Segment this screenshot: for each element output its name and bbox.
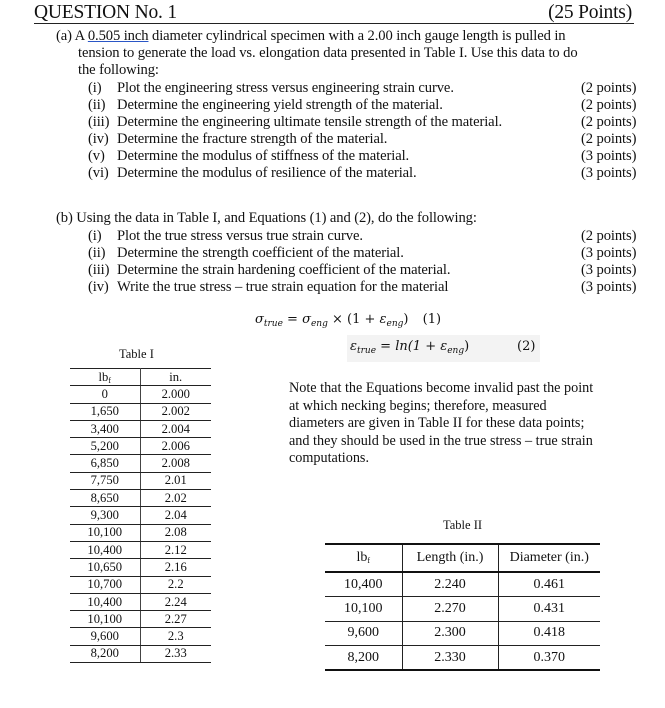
question-title: QUESTION No. 1 [34,2,177,23]
table-row: 10,400 2.240 0.461 [325,572,600,597]
table-row: 8,200 2.330 0.370 [325,646,600,671]
part-b-label: (b) [56,210,73,226]
equation-2: $\varepsilon_{true} = \ln(1 + \varepsilon_{eng})$ (2) [347,335,540,362]
points-value: (2 points) [581,131,637,147]
table-row: 10,100 2.270 0.431 [325,597,600,622]
table-2-caption: Table II [443,518,483,532]
table-row: 10,400 2.12 [70,541,211,558]
points-value: (3 points) [581,165,637,181]
table-row: 9,600 2.300 0.418 [325,621,600,646]
diameter-link[interactable]: 0.505 inch [87,28,149,44]
points-value: (2 points) [581,228,637,244]
table-2-header-row [325,544,600,572]
part-a-label: (a) [56,28,72,44]
part-b-intro: (b) Using the data in Table I, and Equations (1) and (2), do the following: [56,210,477,226]
table-row: 9,600 2.3 [70,628,211,645]
question-header [34,2,634,24]
equation-2-number: (2) [517,339,536,354]
table-row: 0 2.000 [70,386,211,403]
table-row: 8,650 2.02 [70,490,211,507]
points-value: (2 points) [581,97,637,113]
table-row: 3,400 2.004 [70,420,211,437]
points-value: (3 points) [581,279,637,295]
points-value: (3 points) [581,245,637,261]
table-1-caption: Table I [119,347,154,361]
points-value: (2 points) [581,80,637,96]
equation-1: $\sigma_{true} = \sigma_{eng} \times (1 + \varepsilon_{eng})$ (1) [255,312,442,329]
points-value: (3 points) [581,148,637,164]
part-a-intro-line-3: the following: [78,62,159,78]
table-row: 10,100 2.27 [70,611,211,628]
table-row: 10,700 2.2 [70,576,211,593]
table-row: 10,650 2.16 [70,559,211,576]
points-value: (3 points) [581,262,637,278]
column-header-length: Length (in.) [402,544,498,572]
table-row: 9,300 2.04 [70,507,211,524]
column-header-diameter: Diameter (in.) [498,544,600,572]
necking-note: Note that the Equations become invalid past the point at which necking begins; therefore, measured diameters are given in Table II for these data points; and they should be used in the true stress – true strain computations. [289,380,594,466]
table-1-header-row [70,369,211,386]
table-1 [70,368,211,663]
table-row: 7,750 2.01 [70,472,211,489]
table-row: 10,100 2.08 [70,524,211,541]
question-points: (25 Points) [548,2,632,23]
table-2 [325,543,600,671]
table-row: 6,850 2.008 [70,455,211,472]
table-row: 1,650 2.002 [70,403,211,420]
column-header-load: $lb_f$ [325,544,402,572]
equation-1-number: (1) [422,312,442,327]
part-a-intro-line-2: tension to generate the load vs. elongation data presented in Table I. Use this data to do [78,45,578,61]
points-value: (2 points) [581,114,637,130]
table-row: 8,200 2.33 [70,645,211,662]
column-header-load: $lb_f$ [70,369,140,386]
column-header-length: in. [140,369,211,386]
part-a-intro-line-1: (a) A 0.505 inch diameter cylindrical specimen with a 2.00 inch gauge length is pulled in [56,28,566,44]
table-row: 10,400 2.24 [70,593,211,610]
table-row: 5,200 2.006 [70,438,211,455]
